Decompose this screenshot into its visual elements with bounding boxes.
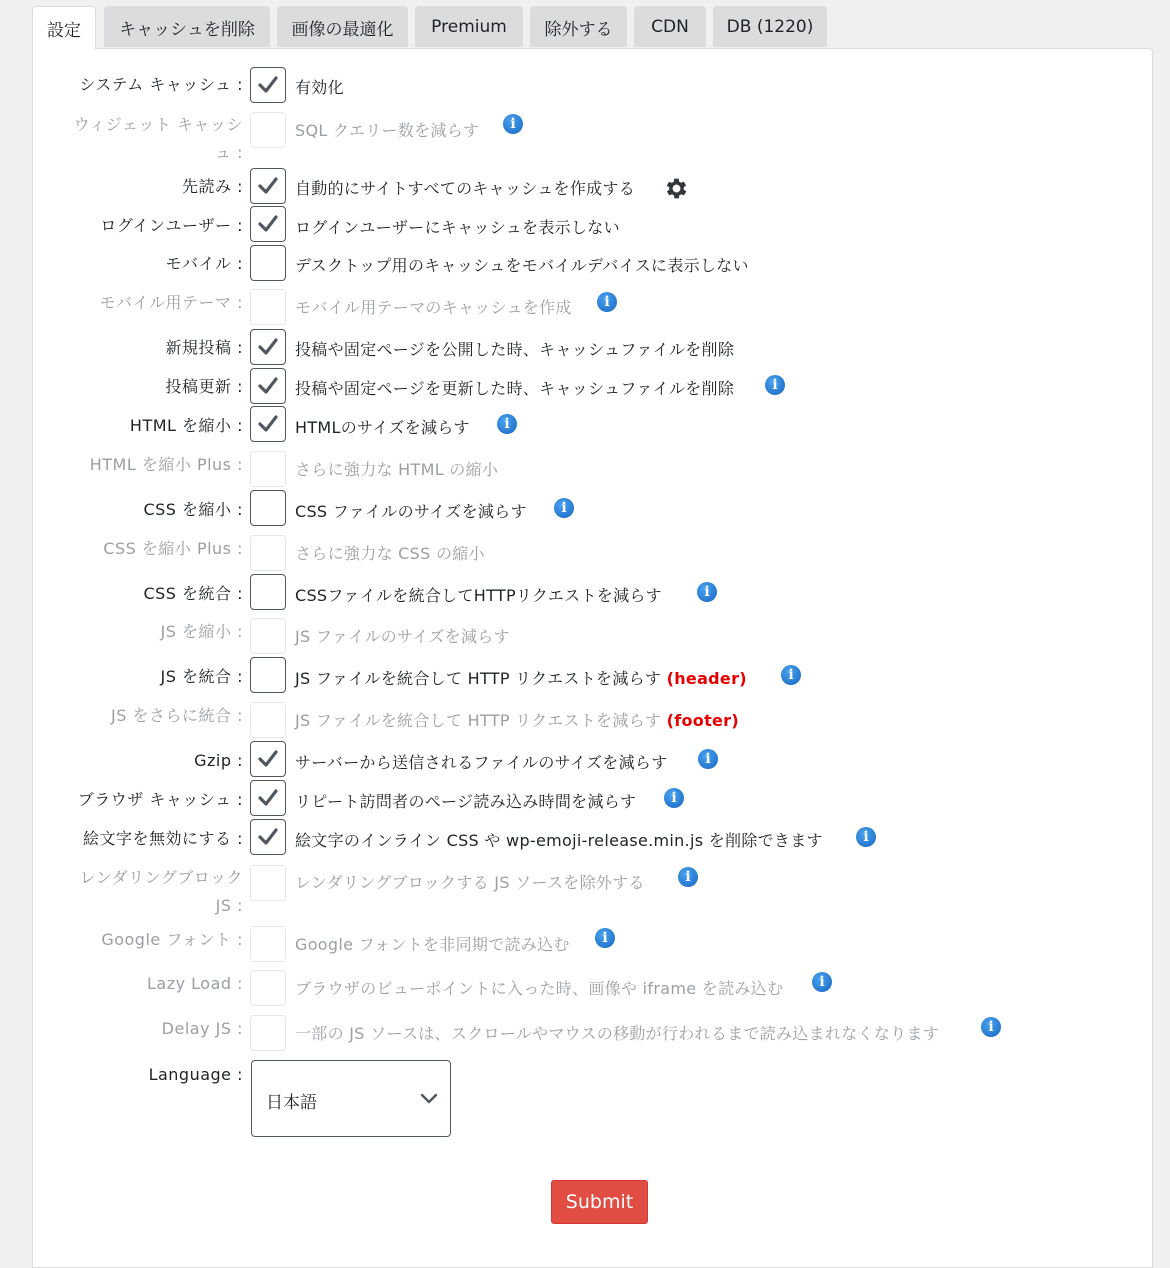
header-suffix: (header)	[666, 669, 747, 688]
row-description: 一部の JS ソースは、スクロールやマウスの移動が行われるまで読み込まれなくなります	[295, 1024, 940, 1043]
info-icon[interactable]: i	[595, 928, 615, 948]
info-icon[interactable]: i	[664, 788, 684, 808]
row-delay-js	[0, 1013, 1170, 1053]
row-description: 有効化	[295, 78, 344, 97]
render-blocking-js-checkbox	[250, 865, 286, 901]
row-label: 投稿更新 :	[165, 377, 243, 396]
row-minify-css	[0, 489, 1170, 529]
combine-js-plus-checkbox	[250, 702, 286, 738]
info-icon[interactable]: i	[697, 582, 717, 602]
info-icon[interactable]: i	[981, 1017, 1001, 1037]
language-select-value: 日本語	[266, 1093, 317, 1113]
row-label-line2: ュ :	[215, 143, 243, 162]
language-select[interactable]	[251, 1060, 451, 1137]
row-label-line1: ウィジェット キャッシ	[73, 115, 243, 134]
row-label: Language :	[148, 1065, 243, 1084]
disable-emoji-checkbox[interactable]	[250, 819, 286, 855]
row-description: ログインユーザーにキャッシュを表示しない	[295, 218, 620, 237]
row-description: SQL クエリー数を減らす	[295, 121, 480, 140]
row-label: JS を統合 :	[160, 667, 243, 686]
delay-js-checkbox	[250, 1015, 286, 1051]
mobile-theme-checkbox	[250, 289, 286, 325]
submit-button[interactable]: Submit	[551, 1180, 648, 1224]
checkmark-icon	[258, 176, 278, 196]
row-combine-css	[0, 573, 1170, 613]
minify-css-checkbox[interactable]	[250, 490, 286, 526]
row-description	[295, 667, 747, 691]
tab-delete-cache[interactable]: キャッシュを削除	[104, 6, 270, 47]
row-label: Gzip :	[194, 751, 243, 770]
row-mobile	[0, 244, 1170, 284]
checkmark-icon	[258, 749, 278, 769]
desc-text: JS ファイルを統合して HTTP リクエストを減らす	[295, 711, 662, 730]
row-combine-js	[0, 656, 1170, 696]
row-description	[295, 709, 739, 733]
row-description: サーバーから送信されるファイルのサイズを減らす	[295, 753, 668, 772]
tab-image-optimization[interactable]: 画像の最適化	[277, 6, 408, 47]
row-label-line1: レンダリングブロック	[79, 868, 243, 887]
row-label: システム キャッシュ :	[79, 75, 243, 94]
row-description: 投稿や固定ページを公開した時、キャッシュファイルを削除	[295, 340, 735, 359]
row-label: 新規投稿 :	[165, 338, 243, 357]
row-lazy-load	[0, 968, 1170, 1008]
tab-cdn[interactable]: CDN	[634, 6, 706, 47]
row-label: HTML を縮小 Plus :	[89, 455, 243, 474]
preload-checkbox[interactable]	[250, 168, 286, 204]
row-label: モバイル用テーマ :	[99, 293, 243, 312]
checkmark-icon	[258, 337, 278, 357]
row-minify-js	[0, 617, 1170, 657]
row-description: Google フォントを非同期で読み込む	[295, 935, 570, 954]
info-icon[interactable]: i	[597, 292, 617, 312]
row-minify-html	[0, 405, 1170, 445]
gzip-checkbox[interactable]	[250, 741, 286, 777]
tab-exclude[interactable]: 除外する	[530, 6, 627, 47]
checkmark-icon	[258, 214, 278, 234]
row-system-cache	[0, 66, 1170, 106]
row-label: ブラウザ キャッシュ :	[77, 790, 243, 809]
row-description: さらに強力な HTML の縮小	[295, 460, 499, 479]
row-description: ブラウザのビューポイントに入った時、画像や iframe を読み込む	[295, 979, 784, 998]
row-label: Delay JS :	[161, 1019, 243, 1038]
combine-js-checkbox[interactable]	[250, 657, 286, 693]
row-description: 自動的にサイトすべてのキャッシュを作成する	[295, 179, 636, 198]
minify-html-plus-checkbox	[250, 451, 286, 487]
google-fonts-checkbox	[250, 926, 286, 962]
row-description: リピート訪問者のページ読み込み時間を減らす	[295, 792, 637, 811]
info-icon[interactable]: i	[765, 375, 785, 395]
minify-js-checkbox	[250, 618, 286, 654]
minify-html-checkbox[interactable]	[250, 406, 286, 442]
system-cache-checkbox[interactable]	[250, 67, 286, 103]
row-label: CSS を縮小 :	[143, 500, 243, 519]
minify-css-plus-checkbox	[250, 535, 286, 571]
row-preload	[0, 166, 1170, 206]
gear-icon[interactable]	[663, 175, 690, 202]
row-label: CSS を統合 :	[143, 584, 243, 603]
row-logged-in-user	[0, 205, 1170, 245]
info-icon[interactable]: i	[781, 665, 801, 685]
row-minify-css-plus	[0, 534, 1170, 574]
row-description: CSS ファイルのサイズを減らす	[295, 502, 527, 521]
row-new-post	[0, 327, 1170, 367]
row-label-line2: JS :	[215, 896, 243, 915]
row-gzip	[0, 740, 1170, 780]
info-icon[interactable]: i	[554, 498, 574, 518]
row-update-post	[0, 366, 1170, 406]
browser-cache-checkbox[interactable]	[250, 780, 286, 816]
row-google-fonts	[0, 924, 1170, 964]
desc-text: JS ファイルを統合して HTTP リクエストを減らす	[295, 669, 662, 688]
info-icon[interactable]: i	[856, 827, 876, 847]
logged-in-user-checkbox[interactable]	[250, 206, 286, 242]
row-description: デスクトップ用のキャッシュをモバイルデバイスに表示しない	[295, 256, 749, 275]
chevron-down-icon	[420, 1092, 438, 1104]
tab-premium[interactable]: Premium	[415, 6, 523, 47]
checkmark-icon	[258, 788, 278, 808]
checkmark-icon	[258, 827, 278, 847]
info-icon[interactable]: i	[812, 972, 832, 992]
row-label: モバイル :	[165, 254, 243, 273]
row-language	[0, 1061, 1170, 1101]
widget-cache-checkbox	[250, 112, 286, 148]
row-description: 絵文字のインライン CSS や wp-emoji-release.min.js を削除できます	[295, 831, 823, 850]
row-description: レンダリングブロックする JS ソースを除外する	[295, 873, 645, 892]
info-icon[interactable]: i	[698, 749, 718, 769]
row-label: HTML を縮小 :	[129, 416, 243, 435]
row-label: 先読み :	[182, 177, 243, 196]
row-description: 投稿や固定ページを更新した時、キャッシュファイルを削除	[295, 379, 735, 398]
checkmark-icon	[258, 414, 278, 434]
footer-suffix: (footer)	[666, 711, 739, 730]
row-widget-cache	[0, 110, 1170, 164]
tab-settings[interactable]: 設定	[32, 6, 96, 49]
info-icon[interactable]: i	[503, 114, 523, 134]
row-label: JS をさらに統合 :	[111, 706, 243, 725]
combine-css-checkbox[interactable]	[250, 574, 286, 610]
row-description: さらに強力な CSS の縮小	[295, 544, 485, 563]
mobile-checkbox[interactable]	[250, 245, 286, 281]
lazy-load-checkbox	[250, 970, 286, 1006]
checkmark-icon	[258, 376, 278, 396]
row-label: ログインユーザー :	[100, 216, 243, 235]
row-browser-cache	[0, 779, 1170, 819]
tab-db[interactable]: DB (1220)	[713, 6, 827, 47]
row-label: JS を縮小 :	[160, 622, 243, 641]
new-post-checkbox[interactable]	[250, 329, 286, 365]
row-label: CSS を縮小 Plus :	[103, 539, 243, 558]
row-label: Lazy Load :	[146, 974, 243, 993]
update-post-checkbox[interactable]	[250, 368, 286, 404]
row-disable-emoji	[0, 818, 1170, 858]
row-combine-js-plus	[0, 701, 1170, 741]
row-description: JS ファイルのサイズを減らす	[295, 627, 510, 646]
row-mobile-theme	[0, 288, 1170, 328]
row-minify-html-plus	[0, 450, 1170, 490]
row-description: CSSファイルを統合してHTTPリクエストを減らす	[295, 586, 662, 605]
row-label: 絵文字を無効にする :	[83, 829, 243, 848]
row-description: モバイル用テーマのキャッシュを作成	[295, 298, 572, 317]
checkmark-icon	[258, 75, 278, 95]
row-label: Google フォント :	[101, 930, 243, 949]
row-description: HTMLのサイズを減らす	[295, 418, 470, 437]
info-icon[interactable]: i	[497, 414, 517, 434]
row-render-blocking-js	[0, 863, 1170, 917]
info-icon[interactable]: i	[678, 867, 698, 887]
